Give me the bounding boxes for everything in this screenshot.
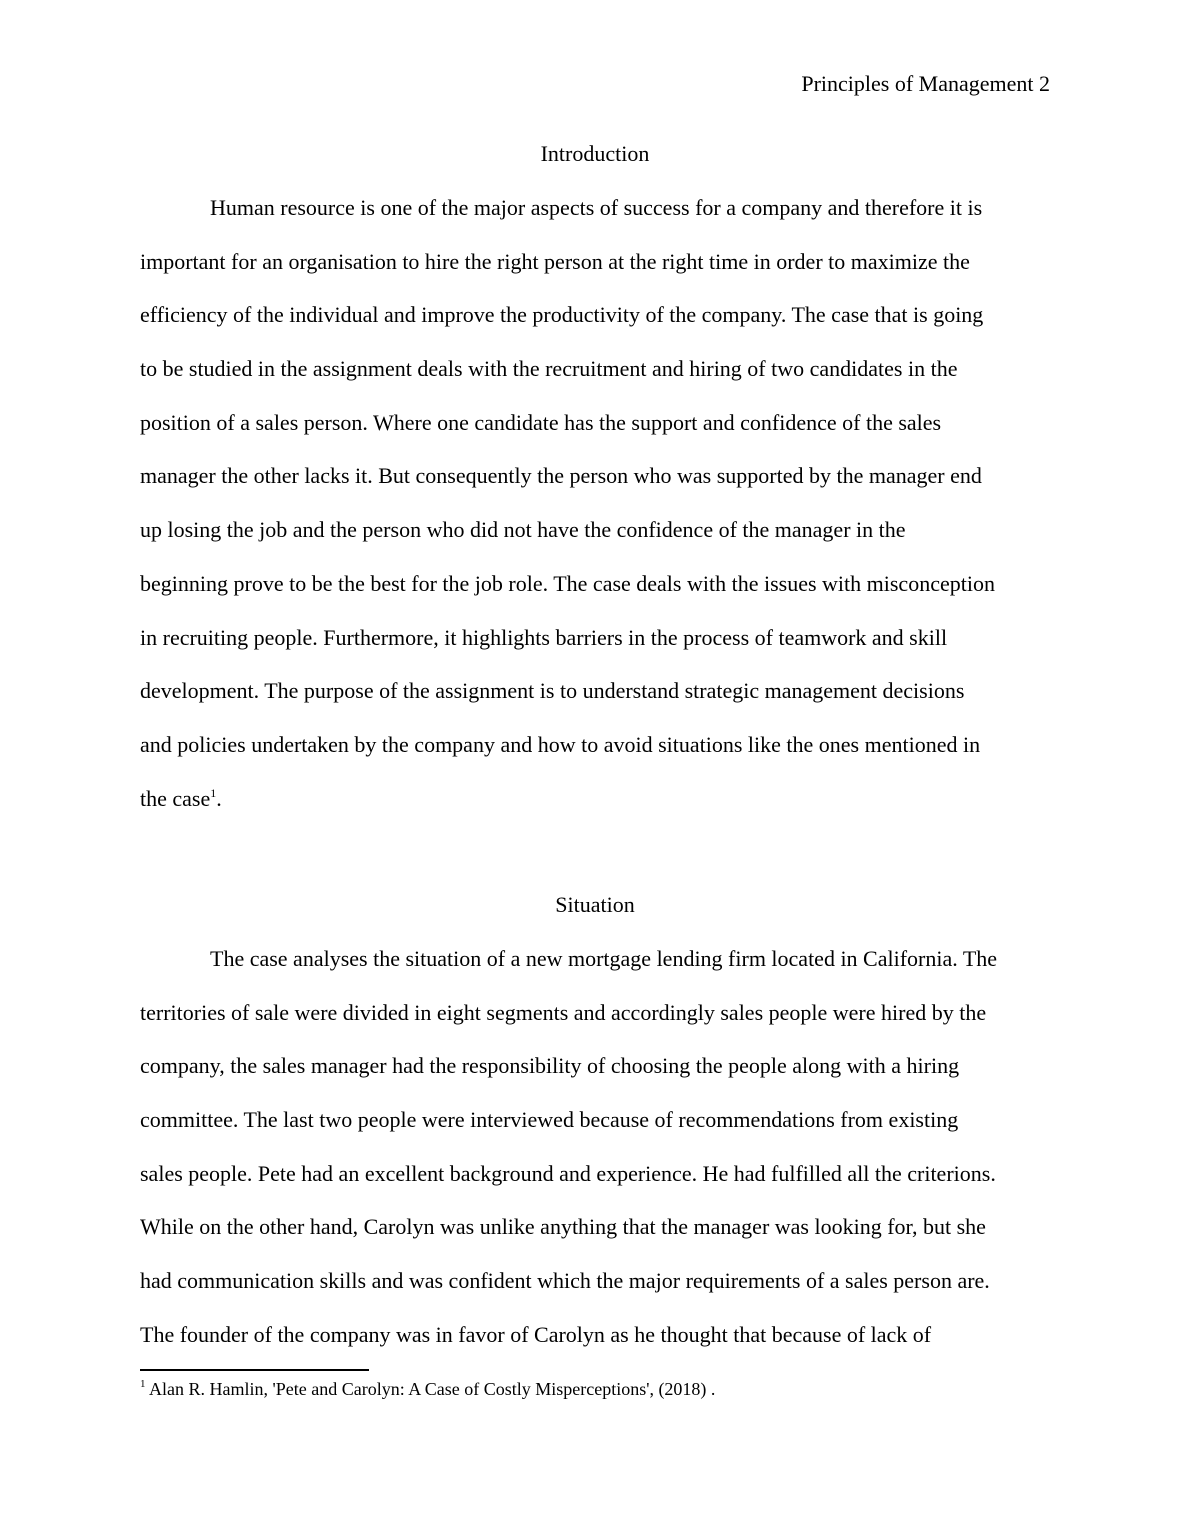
paragraph-line: company, the sales manager had the responsibility of choosing the people along with a hiring bbox=[140, 1053, 960, 1079]
introduction-paragraph bbox=[140, 194, 1055, 838]
paragraph-line: The case analyses the situation of a new mortgage lending firm located in California. The bbox=[210, 946, 998, 971]
paragraph-line: The founder of the company was in favor of Carolyn as he thought that because of lack of bbox=[140, 1321, 932, 1347]
paragraph-line: had communication skills and was confident which the major requirements of a sales person are. bbox=[140, 1268, 990, 1294]
paragraph-line: development. The purpose of the assignment is to understand strategic management decisions bbox=[140, 678, 965, 704]
paragraph-line: position of a sales person. Where one candidate has the support and confidence of the sales bbox=[140, 409, 942, 435]
paragraph-line: committee. The last two people were interviewed because of recommendations from existing bbox=[140, 1107, 959, 1133]
paragraph-line: beginning prove to be the best for the job role. The case deals with the issues with misconception bbox=[140, 570, 995, 596]
paragraph-line: and policies undertaken by the company and how to avoid situations like the ones mentioned in bbox=[140, 731, 981, 757]
paragraph-line: Human resource is one of the major aspects of success for a company and therefore it is bbox=[210, 195, 983, 220]
footnote bbox=[140, 1377, 715, 1401]
situation-paragraph bbox=[140, 945, 1055, 1375]
situation-heading: Situation bbox=[555, 892, 635, 917]
paragraph-line: efficiency of the individual and improve the productivity of the company. The case that is going bbox=[140, 302, 984, 328]
paragraph-line: in recruiting people. Furthermore, it highlights barriers in the process of teamwork and skill bbox=[140, 624, 948, 650]
paragraph-line: manager the other lacks it. But consequently the person who was supported by the manager end bbox=[140, 463, 982, 489]
footnote-separator bbox=[140, 1369, 369, 1371]
paragraph-line: to be studied in the assignment deals with the recruitment and hiring of two candidates in the bbox=[140, 356, 958, 382]
paragraph-line: important for an organisation to hire the right person at the right time in order to maximize the bbox=[140, 248, 970, 274]
paragraph-last-line-end: . bbox=[216, 785, 222, 811]
footnote-number: 1 bbox=[140, 1378, 146, 1390]
paragraph-last-line bbox=[140, 785, 1055, 839]
paragraph-line: up losing the job and the person who did not have the confidence of the manager in the bbox=[140, 517, 906, 543]
introduction-heading: Introduction bbox=[540, 141, 650, 166]
footnote-text: Alan R. Hamlin, 'Pete and Carolyn: A Case of Costly Misperceptions', (2018) . bbox=[145, 1379, 716, 1399]
paragraph-last-line-text: the case bbox=[140, 785, 211, 811]
footnote-reference[interactable]: 1 bbox=[210, 785, 217, 800]
paragraph-line: While on the other hand, Carolyn was unlike anything that the manager was looking for, but she bbox=[140, 1214, 986, 1240]
running-head: Principles of Management 2 bbox=[801, 71, 1050, 96]
paragraph-line: sales people. Pete had an excellent background and experience. He had fulfilled all the criterions. bbox=[140, 1160, 996, 1186]
paragraph-line: territories of sale were divided in eight segments and accordingly sales people were hired by the bbox=[140, 999, 987, 1025]
